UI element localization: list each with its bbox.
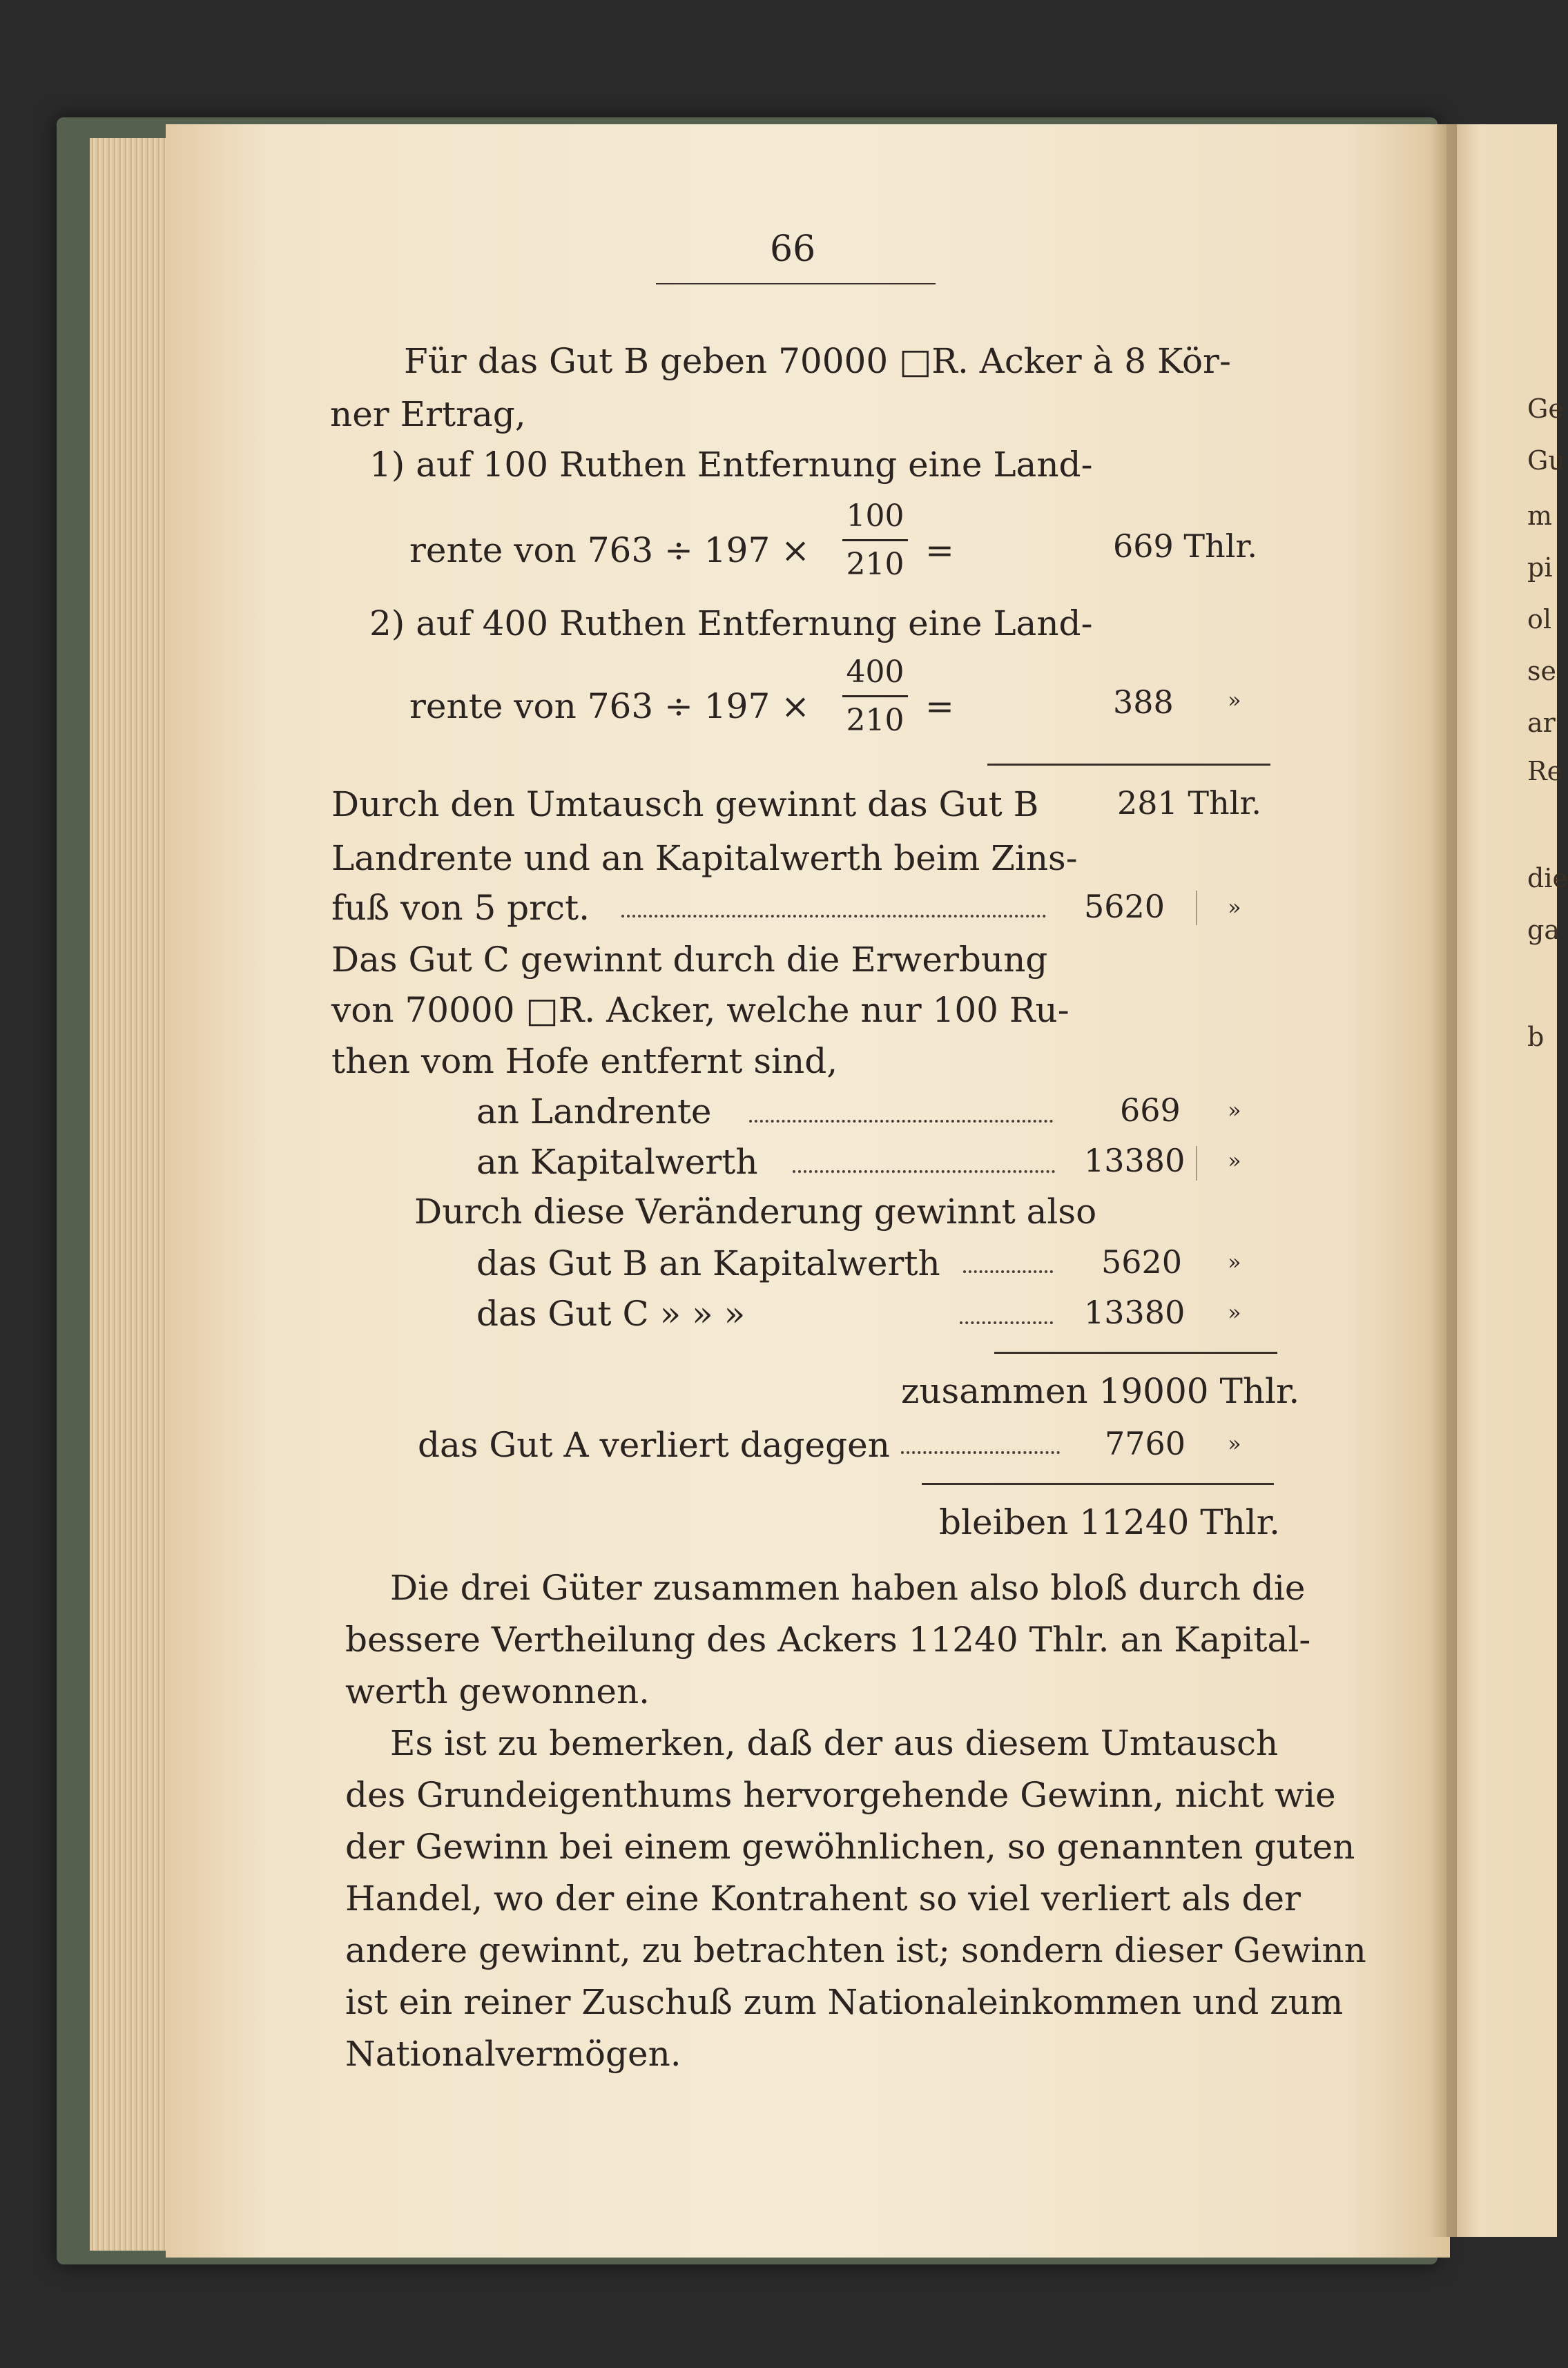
text-line: an Kapitalwerth (476, 1142, 758, 1182)
text-line: das Gut C » » » (476, 1294, 746, 1334)
leader-dots (621, 915, 1046, 918)
leader-dots (960, 1321, 1053, 1324)
ditto-mark: » (1228, 1430, 1241, 1457)
column-divider (1196, 1146, 1197, 1181)
sum-rule (922, 1483, 1274, 1485)
header-rule (656, 283, 936, 284)
facing-page-fragment: ol (1527, 604, 1552, 634)
sum-rule (987, 764, 1270, 766)
amount: 388 (1113, 683, 1174, 721)
paragraph-line: Es ist zu bemerken, daß der aus diesem Umtausch (390, 1723, 1279, 1763)
leader-dots (963, 1270, 1053, 1273)
text-line: ner Ertrag, (330, 394, 526, 434)
text-line: rente von 763 ÷ 197 × (409, 686, 811, 726)
amount: 7760 (1105, 1425, 1186, 1462)
ditto-mark: » (1228, 1147, 1241, 1174)
text-line: Durch diese Veränderung gewinnt also (414, 1192, 1097, 1232)
text-line: Für das Gut B geben 70000 □R. Acker à 8 Kör- (404, 341, 1231, 381)
paragraph-line: Handel, wo der eine Kontrahent so viel verliert als der (345, 1879, 1301, 1919)
fraction-bar (842, 539, 908, 541)
text-line: Das Gut C gewinnt durch die Erwerbung (331, 940, 1048, 980)
fraction-numerator: 400 (846, 654, 904, 690)
paragraph-line: Die drei Güter zusammen haben also bloß durch die (390, 1568, 1306, 1608)
text-line: das Gut B an Kapitalwerth (476, 1243, 940, 1283)
paragraph-line: Nationalvermögen. (345, 2034, 681, 2074)
text-line: von 70000 □R. Acker, welche nur 100 Ru- (331, 990, 1069, 1030)
facing-page-fragment: se (1527, 656, 1556, 686)
fraction-bar (842, 695, 908, 697)
leader-dots (793, 1170, 1055, 1173)
text-line: Durch den Umtausch gewinnt das Gut B (331, 784, 1039, 824)
paragraph-line: bessere Vertheilung des Ackers 11240 Thlr. an Kapital- (345, 1620, 1311, 1660)
amount: 669 Thlr. (1113, 527, 1257, 565)
fraction-1 (842, 498, 908, 582)
facing-page-fragment: Gu (1527, 445, 1565, 476)
facing-page-fragment: pi (1527, 552, 1553, 583)
facing-page-fragment: Re (1527, 756, 1563, 786)
facing-page-fragment: Ge (1527, 394, 1564, 424)
paragraph-line: andere gewinnt, zu betrachten ist; sondern dieser Gewinn (345, 1930, 1366, 1970)
amount: 13380 (1084, 1142, 1185, 1179)
amount: 13380 (1084, 1294, 1185, 1331)
page-number: 66 (770, 229, 816, 270)
sum-rule (994, 1352, 1277, 1354)
text-line: das Gut A verliert dagegen (418, 1425, 890, 1465)
text-line: bleiben 11240 Thlr. (939, 1502, 1281, 1542)
amount: 281 Thlr. (1117, 784, 1261, 822)
facing-page (1446, 124, 1557, 2237)
leader-dots (749, 1120, 1053, 1123)
ditto-mark: » (1228, 894, 1241, 920)
ditto-mark: » (1228, 687, 1241, 713)
text-line: zusammen 19000 Thlr. (901, 1371, 1300, 1411)
amount: 669 (1120, 1091, 1181, 1129)
fraction-numerator: 100 (846, 498, 904, 534)
text-line: fuß von 5 prct. (331, 888, 590, 928)
leader-dots (901, 1451, 1060, 1454)
fraction-2 (842, 654, 908, 738)
paragraph-line: ist ein reiner Zuschuß zum Nationaleinkommen und zum (345, 1982, 1344, 2022)
facing-page-fragment: die (1527, 863, 1568, 893)
fraction-denominator: 210 (846, 703, 904, 738)
amount: 5620 (1101, 1243, 1183, 1281)
facing-page-fragment: b (1527, 1022, 1545, 1052)
paragraph-line: werth gewonnen. (345, 1671, 650, 1711)
fraction-denominator: 210 (846, 547, 904, 582)
ditto-mark: » (1228, 1249, 1241, 1275)
equals-sign: = (925, 686, 954, 726)
amount: 5620 (1084, 888, 1165, 925)
text-line: then vom Hofe entfernt sind, (331, 1041, 838, 1081)
facing-page-fragment: ga (1527, 915, 1560, 945)
text-line: rente von 763 ÷ 197 × (409, 530, 811, 570)
paragraph-line: des Grundeigenthums hervorgehende Gewinn, nicht wie (345, 1775, 1336, 1815)
text-line: 1) auf 100 Ruthen Entfernung eine Land- (369, 445, 1093, 485)
paragraph-line: der Gewinn bei einem gewöhnlichen, so genannten guten (345, 1827, 1355, 1867)
facing-page-fragment: m (1527, 501, 1553, 531)
gutter-shadow (1429, 124, 1457, 2237)
text-line: Landrente und an Kapitalwerth beim Zins- (331, 838, 1078, 878)
ditto-mark: » (1228, 1097, 1241, 1123)
column-divider (1196, 891, 1197, 925)
ditto-mark: » (1228, 1299, 1241, 1326)
facing-page-fragment: ar (1527, 708, 1556, 738)
text-line: an Landrente (476, 1091, 712, 1132)
text-line: 2) auf 400 Ruthen Entfernung eine Land- (369, 603, 1093, 643)
equals-sign: = (925, 530, 954, 570)
